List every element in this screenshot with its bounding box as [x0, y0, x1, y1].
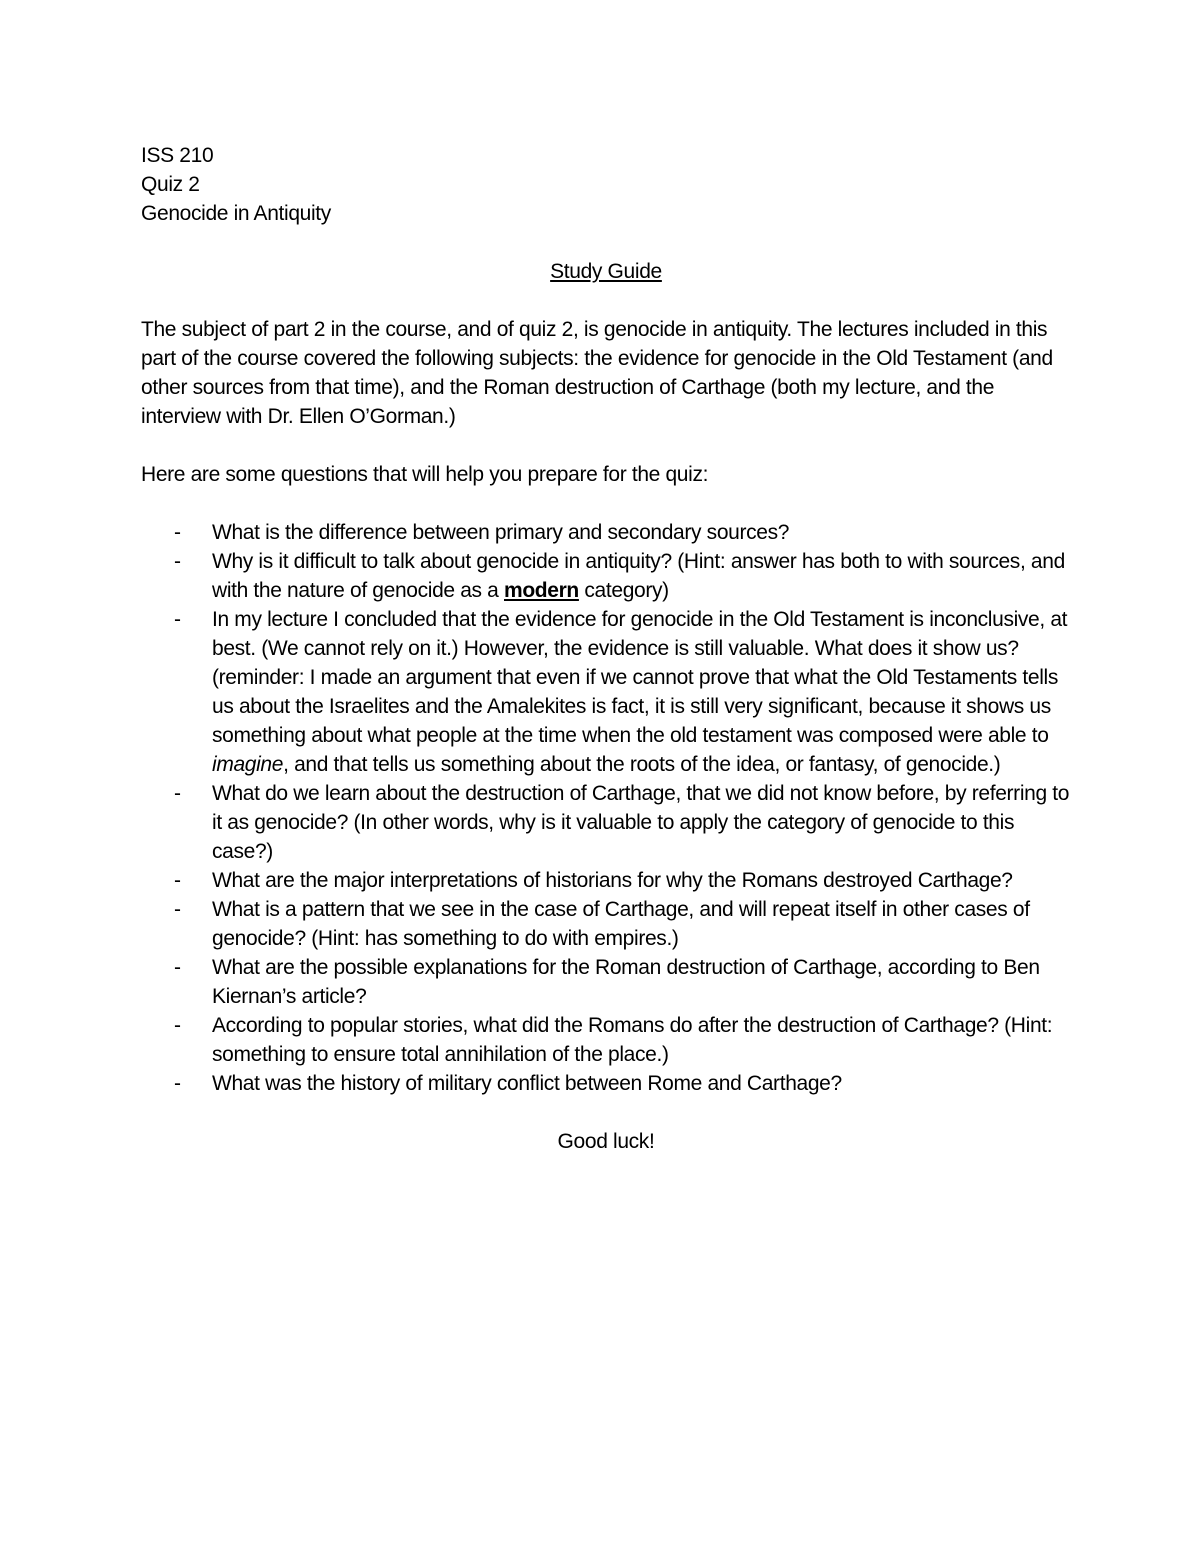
list-item — [141, 953, 1071, 1011]
bullet-dash: - — [174, 608, 181, 631]
emphasis-imagine: imagine — [212, 753, 284, 776]
question-text: In my lecture I concluded that the evidence for genocide in the Old Testament is inconclusive, at best. (We cannot rely on it.) However, the evidence is still valuable. What does it show us? (reminder: I made an argument that even if we cannot prove that what the Old Testaments tells us about the Israelites and the Amalekites is fact, it is still very significant, because it shows us something about what people at the time when the old testament was composed were able to — [212, 608, 1068, 747]
question-text: According to popular stories, what did the Romans do after the destruction of Carthage? (Hint: something to ensure total annihilation of the place.) — [212, 1014, 1053, 1066]
topic-label: Genocide in Antiquity — [141, 202, 331, 225]
list-item — [141, 779, 1071, 866]
quiz-label: Quiz 2 — [141, 173, 200, 196]
bullet-dash: - — [174, 869, 181, 892]
bullet-dash: - — [174, 782, 181, 805]
question-text-end: , and that tells us something about the roots of the idea, or fantasy, of genocide.) — [283, 753, 1001, 776]
list-item — [141, 895, 1071, 953]
document-header — [141, 141, 1071, 228]
closing-text: Good luck! — [557, 1130, 655, 1153]
question-text: Why is it difficult to talk about genocide in antiquity? (Hint: answer has both to with sources, and with the nature of genocide as a — [212, 550, 1065, 602]
bullet-dash: - — [174, 1014, 181, 1037]
list-item — [141, 518, 1071, 547]
bullet-dash: - — [174, 1072, 181, 1095]
question-text: What is the difference between primary and secondary sources? — [212, 521, 790, 544]
question-text: What are the major interpretations of historians for why the Romans destroyed Carthage? — [212, 869, 1013, 892]
question-text: What was the history of military conflict between Rome and Carthage? — [212, 1072, 842, 1095]
emphasis-modern: modern — [504, 579, 579, 602]
list-item — [141, 1011, 1071, 1069]
questions-intro: Here are some questions that will help you prepare for the quiz: — [141, 463, 709, 486]
list-item — [141, 866, 1071, 895]
list-item — [141, 547, 1071, 605]
question-text: What do we learn about the destruction of Carthage, that we did not know before, by referring to it as genocide? (In other words, why is it valuable to apply the category of genocide to this case?) — [212, 782, 1070, 863]
bullet-dash: - — [174, 550, 181, 573]
course-code: ISS 210 — [141, 144, 214, 167]
question-list — [141, 518, 1071, 1098]
list-item — [141, 1069, 1071, 1098]
document-title: Study Guide — [550, 260, 662, 283]
question-text: What is a pattern that we see in the case of Carthage, and will repeat itself in other cases of genocide? (Hint: has something to do with empires.) — [212, 898, 1030, 950]
question-text-end: category) — [578, 579, 669, 602]
bullet-dash: - — [174, 956, 181, 979]
document-page — [141, 141, 1071, 1156]
bullet-dash: - — [174, 898, 181, 921]
intro-paragraph: The subject of part 2 in the course, and of quiz 2, is genocide in antiquity. The lectures included in this part of the course covered the following subjects: the evidence for genocide in the Old Testament (and other sources from that time), and the Roman destruction of Carthage (both my lecture, and the interview with Dr. Ellen O’Gorman.) — [141, 318, 1053, 428]
bullet-dash: - — [174, 521, 181, 544]
list-item — [141, 605, 1071, 779]
question-text: What are the possible explanations for the Roman destruction of Carthage, according to Ben Kiernan’s article? — [212, 956, 1040, 1008]
